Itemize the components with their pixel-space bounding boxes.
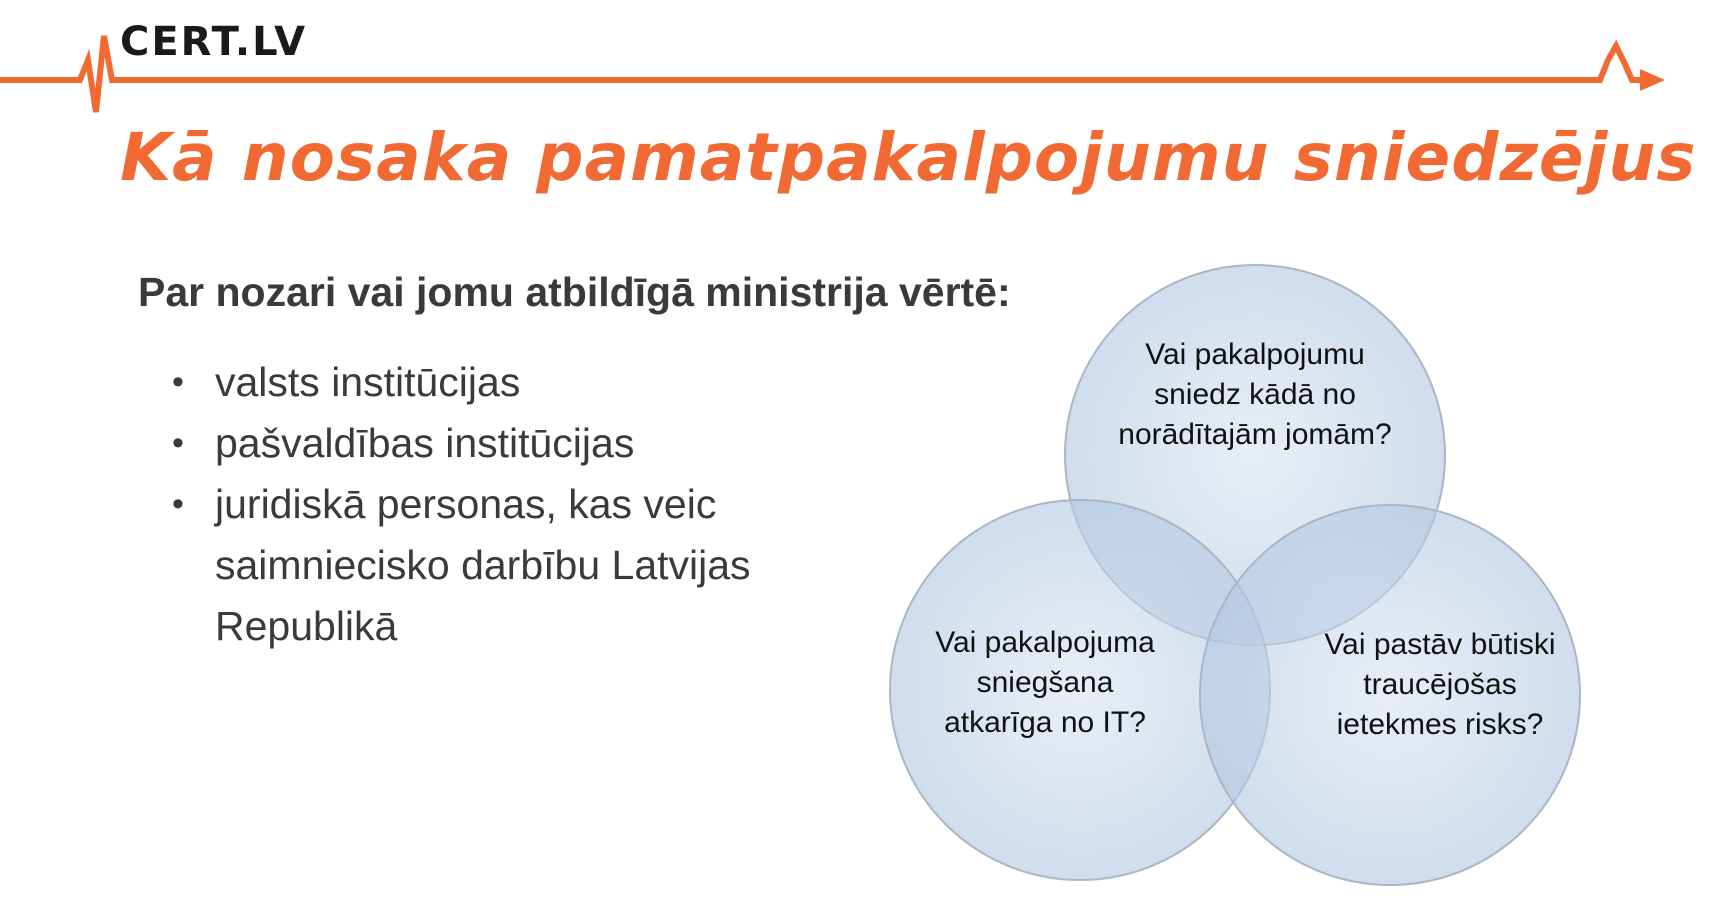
- page-title: Kā nosaka pamatpakalpojumu sniedzējus: [120, 119, 1697, 196]
- list-item-text: juridiskā personas, kas veic saimniecisko darbību Latvijas Republikā: [215, 481, 751, 649]
- list-item: [168, 474, 768, 657]
- list-item-text: pašvaldības institūcijas: [215, 420, 635, 466]
- list-item: [168, 352, 768, 413]
- subtitle: Par nozari vai jomu atbildīgā ministrija vērtē:: [138, 269, 1011, 315]
- venn-label-top: Vai pakalpojumu sniedz kādā no norādītajām jomām?: [1118, 338, 1392, 451]
- venn-diagram: [870, 255, 1590, 895]
- bullet-icon: •: [172, 424, 184, 462]
- venn-label-left: Vai pakalpojuma sniegšana atkarīga no IT?: [935, 626, 1155, 739]
- institutions-list: [168, 352, 768, 657]
- bullet-icon: •: [172, 363, 184, 401]
- arrow-right-icon: [1640, 69, 1665, 91]
- cert-lv-logo: CERT.LV: [120, 19, 308, 65]
- list-item: [168, 413, 768, 474]
- list-item-text: valsts institūcijas: [215, 359, 521, 405]
- bullet-icon: •: [172, 485, 184, 523]
- venn-label-right: Vai pastāv būtiski traucējošas ietekmes risks?: [1324, 628, 1556, 741]
